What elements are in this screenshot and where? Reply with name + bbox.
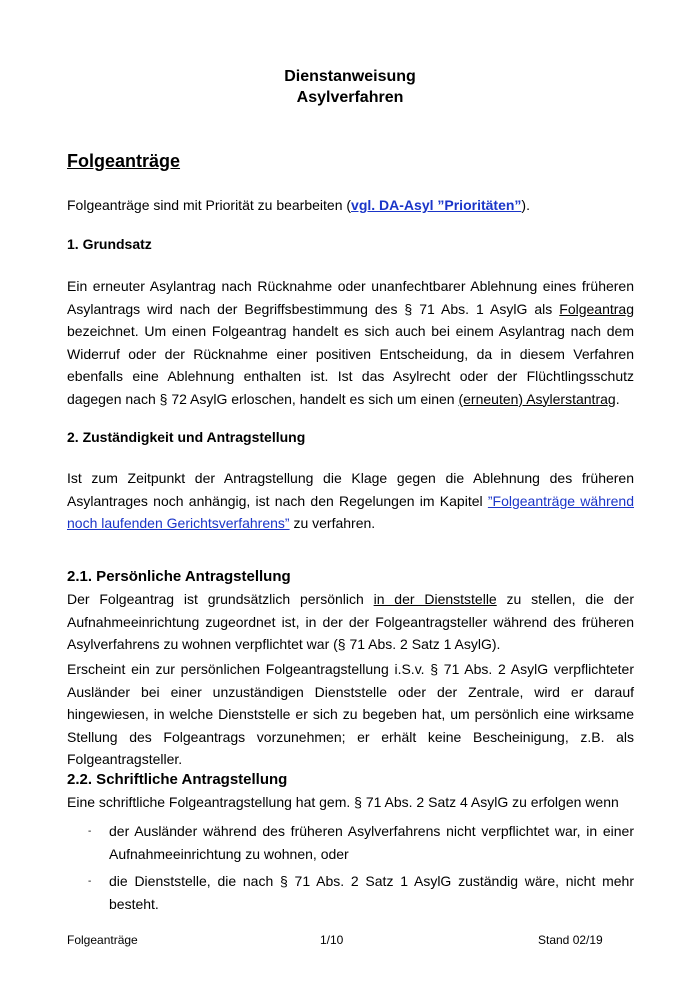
intro-paragraph xyxy=(67,194,634,217)
priorities-link[interactable]: vgl. DA-Asyl ”Prioritäten” xyxy=(351,197,522,213)
section-2-1-heading: 2.1. Persönliche Antragstellung xyxy=(67,568,291,585)
footer-document-name: Folgeanträge xyxy=(67,933,138,947)
section-2-paragraph xyxy=(67,467,634,535)
section-2-2-heading: 2.2. Schriftliche Antragstellung xyxy=(67,771,288,788)
term-asylerstantrag: (erneuten) Asylerstantrag xyxy=(458,390,616,407)
section-2-2-intro: Eine schriftliche Folgeantragstellung hat gem. § 71 Abs. 2 Satz 4 AsylG zu erfolgen wenn xyxy=(67,794,619,810)
bullet-marker: - xyxy=(88,826,92,837)
document-header-line2: Asylverfahren xyxy=(296,89,404,106)
intro-text-after: ). xyxy=(521,197,530,213)
section-2-1-paragraph-1 xyxy=(67,588,634,656)
document-header-line1: Dienstanweisung xyxy=(284,68,416,85)
section-1-heading: 1. Grundsatz xyxy=(67,236,152,252)
section-2-heading: 2. Zuständigkeit und Antragstellung xyxy=(67,429,306,445)
section-2-text-after: zu verfahren. xyxy=(289,515,376,531)
term-dienststelle: in der Dienststelle xyxy=(373,591,497,607)
section-1-paragraph xyxy=(67,275,634,410)
intro-text-before: Folgeanträge sind mit Priorität zu bearbeiten ( xyxy=(67,197,352,213)
section-2-text-before: Ist zum Zeitpunkt der Antragstellung die Klage gegen die Ablehnung des früheren Asylantrages noch anhängig, ist nach den Regelungen im Kapitel xyxy=(67,470,634,509)
term-folgeantrag: Folgeantrag xyxy=(559,300,634,317)
court-proceedings-link[interactable]: ”Folgeanträge während noch laufenden Gerichtsverfahrens” xyxy=(67,492,634,531)
bullet-marker: - xyxy=(88,876,92,887)
section-1-text-before: Ein erneuter Asylantrag nach Rücknahme oder unanfechtbarer Ablehnung eines früheren Asylantrags wird nach der Begriffsbestimmung des § 71 Abs. 1 AsylG als xyxy=(67,278,634,317)
page-title: Folgeanträge xyxy=(67,151,181,171)
list-item: der Ausländer während des früheren Asylverfahrens nicht verpflichtet war, in einer Aufnahmeeinrichtung zu wohnen, oder xyxy=(109,823,634,862)
list-item: die Dienststelle, die nach § 71 Abs. 2 Satz 1 AsylG zuständig wäre, nicht mehr besteht. xyxy=(109,873,634,912)
footer-page-number: 1/10 xyxy=(320,933,344,947)
section-2-1-paragraph-2: Erscheint ein zur persönlichen Folgeantragstellung i.S.v. § 71 Abs. 2 AsylG verpflichteter Ausländer bei einer unzuständigen Dienststelle oder der Zentrale, wird er darauf hingewiesen, in welche Dienststelle er sich zu begeben hat, um persönlich eine wirksame Stellung des Folgeantrags vorzunehmen; er erhält keine Bescheinigung, z.B. als Folgeantragsteller. xyxy=(67,661,634,767)
footer-version: Stand 02/19 xyxy=(538,933,603,947)
section-1-text-middle: bezeichnet. Um einen Folgeantrag handelt es sich auch bei einem Asylantrag nach dem Widerruf oder der Rücknahme einer positiven Entscheidung, da in diesem Verfahren ebenfalls eine Ablehnung enthalten ist. Ist das Asylrecht oder der Flüchtlingsschutz dagegen nach § 72 AsylG erloschen, handelt es sich um einen xyxy=(67,323,634,407)
section-2-1-text-before: Der Folgeantrag ist grundsätzlich persönlich xyxy=(67,591,374,607)
section-2-1-text-after: zu stellen, die der Aufnahmeeinrichtung zugeordnet ist, in der der Folgeantragsteller während des früheren Asylverfahrens zu wohnen verpflichtet war (§ 71 Abs. 2 Satz 1 AsylG). xyxy=(67,591,634,652)
section-1-text-after: . xyxy=(615,390,620,407)
